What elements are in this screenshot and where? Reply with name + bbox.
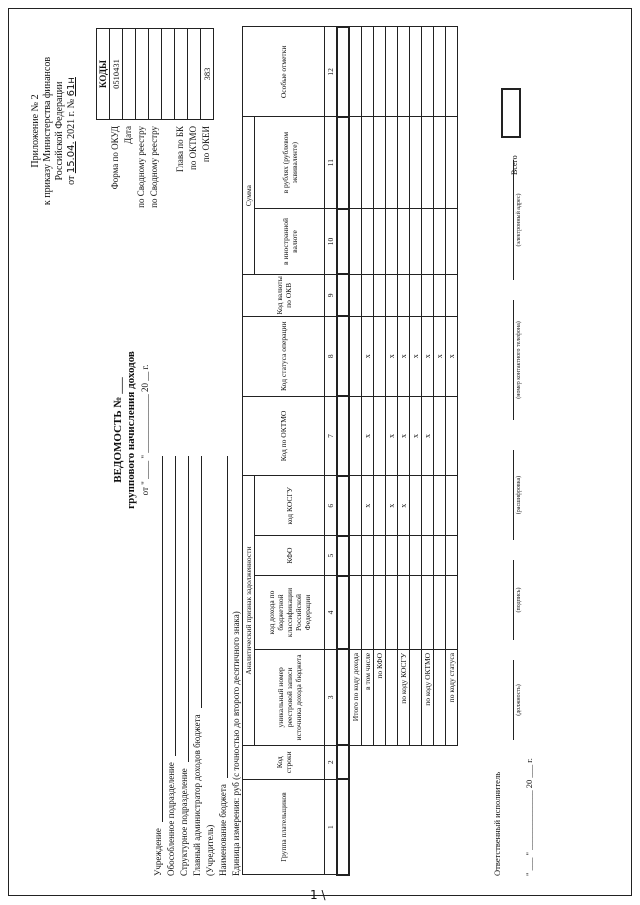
req-budget-name: Наименование бюджета [217,456,230,876]
codes-table [96,28,214,120]
summary-row-label: по КФО [373,649,385,745]
column-numbers-row: 1 2 3 4 5 6 7 8 9 10 11 12 [325,27,338,875]
cell-x: х [385,316,397,396]
cell-x [349,316,362,396]
summary-row [445,27,457,875]
summary-row [349,27,362,875]
summary-rows [349,27,458,875]
summary-row [385,27,397,875]
summary-row-label [385,649,397,745]
signature-label: Ответственный исполнитель [492,771,502,876]
requisites [152,456,243,876]
accruals-table [242,26,458,876]
col-sum: Сумма [243,117,255,275]
summary-row-label: по коду статуса [445,649,457,745]
req-unit: Единица измерения: руб (с точностью до второго десятичного знака) [231,611,241,876]
cell-x: х [385,476,397,536]
summary-row [397,27,409,875]
col-foreign: в иностранной валюте [255,209,325,275]
appendix-date: 15.04. [66,141,77,174]
col-analytic: Аналитический признак задолженности [243,476,255,745]
req-institution: Учреждение [152,456,165,876]
cell-x [421,476,433,536]
data-row [337,27,349,875]
cell-x [349,396,362,476]
signature-date: " ___ " ______________ 20 ___ г. [524,758,534,876]
col-row-code: Код строки [243,745,325,779]
cell-x: х [409,316,421,396]
req-separate-division: Обособленное подразделение [165,456,178,876]
document-date-line: от " ____ " _____________ 20 __ г. [140,364,150,496]
appendix-line-2: к приказу Министерства финансов [42,56,53,206]
codes-header: КОДЫ [97,29,110,120]
cell-x: х [361,316,373,396]
col-notes: Особые отметки [243,27,325,117]
col-kosgu: код КОСГУ [255,476,325,536]
col-oktmo: Код по ОКТМО [243,396,325,476]
col-unique-number: уникальный номер реестровой записи источника дохода бюджета [255,649,325,745]
summary-row-label [433,649,445,745]
cell-x [373,316,385,396]
appendix-block [30,26,78,236]
req-chief-administrator: Главный администратор доходов бюджета [191,456,204,876]
summary-row [433,27,445,875]
okud-code: 0510431 [110,29,123,120]
summary-row-label: Итого по коду дохода [349,649,362,745]
signature-decode-line [504,450,514,540]
col-kfo: КФО [255,536,325,576]
handwritten-mark: 1 \ [310,888,326,902]
signature-phone-line [504,300,514,420]
cell-x [373,476,385,536]
appendix-line-3: Российской Федерации [54,81,65,181]
signature-position-line [504,660,514,740]
cell-x [433,476,445,536]
cell-x: х [445,316,457,396]
caption-decode: (расшифровка) [516,475,522,515]
total-label: Всего [510,155,519,175]
col-status: Код статуса операции [243,316,325,396]
req-structural-division: Структурное подразделение [178,456,191,876]
summary-row [421,27,433,875]
caption-phone: (номер контактного телефона) [516,321,522,399]
cell-x: х [361,396,373,476]
col-payers: Группа плательщиков [243,779,325,875]
col-currency: Код валюты по ОКВ [243,274,325,316]
signature-email-line [504,160,514,280]
cell-x [409,476,421,536]
cell-x: х [397,476,409,536]
col-rub: в рублях (рублевом эквиваленте) [255,117,325,209]
summary-row [361,27,373,875]
cell-x: х [361,476,373,536]
cell-x [445,396,457,476]
col-income-code: код дохода по бюджетной классификации Российской Федерации [255,576,325,650]
cell-x [349,476,362,536]
cell-x: х [397,316,409,396]
summary-row [373,27,385,875]
signature-sign-line [504,560,514,640]
okei-code: 383 [201,29,214,120]
cell-x: х [421,396,433,476]
cell-x [373,396,385,476]
cell-x [445,476,457,536]
rotated-document [24,18,544,880]
cell-x: х [433,316,445,396]
cell-x [433,396,445,476]
summary-row-label: в том числе [361,649,373,745]
cell-x: х [397,396,409,476]
document-title: ВЕДОМОСТЬ № ___ группового начисления доходов [112,351,137,509]
req-founder: (Учредитель) [205,824,215,876]
cell-x: х [385,396,397,476]
summary-row-label: по коду ОКТМО [421,649,433,745]
caption-sign: (подпись) [516,587,522,613]
cell-x: х [421,316,433,396]
summary-row-label: по коду КОСГУ [397,649,409,745]
code-labels: Форма по ОКУД Дата по Сводному реестру по Сводному реестру Глава по БК по ОКТМО по ОКЕИ [110,126,211,208]
appendix-line-4: от 15.04. 2021 г. № 61н [66,77,77,185]
summary-row [409,27,421,875]
appendix-line-1: Приложение № 2 [30,94,41,168]
caption-email: (электронный адрес) [516,193,522,247]
cell-x: х [409,396,421,476]
summary-row-label [409,649,421,745]
appendix-number: 61н [66,77,77,97]
total-box [501,88,521,138]
caption-position: (должность) [516,684,522,716]
